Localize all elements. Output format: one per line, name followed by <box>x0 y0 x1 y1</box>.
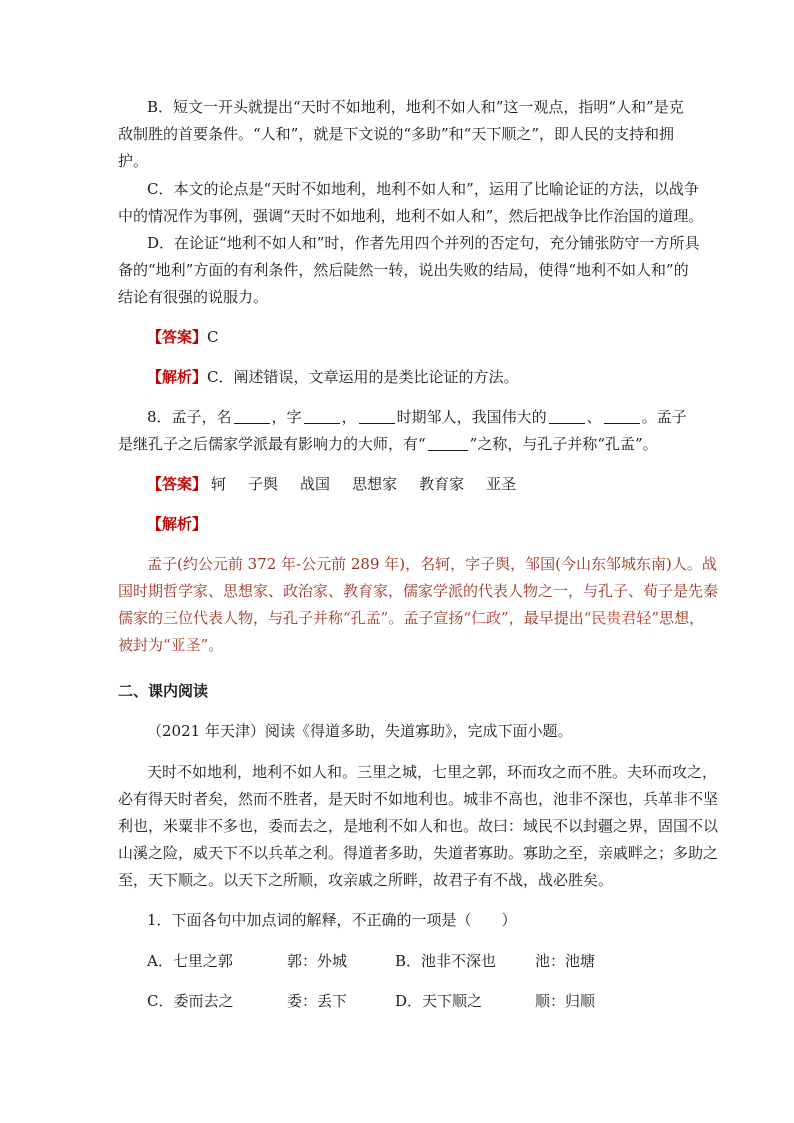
option-d-line-2: 备的“地利”方面的有利条件，然后陡然一转，说出失败的结局，使得“地利不如人和”的 <box>118 261 689 279</box>
option-d-line-3: 结论有很强的说服力。 <box>118 288 269 306</box>
answer-item: 战国 <box>300 475 331 493</box>
answer-item: 轲 <box>211 475 227 493</box>
blank-2 <box>304 409 340 424</box>
option-a: A．七里之郭 <box>147 952 233 970</box>
q8-stem-line-2: 是继孔子之后儒家学派最有影响力的大师，有“ ”之称，与孔子并称“孔孟”。 <box>118 435 658 453</box>
q8-explanation-line-4: 被封为“亚圣”。 <box>118 636 224 654</box>
answer-item: 思想家 <box>352 475 398 493</box>
blank-4 <box>549 409 585 424</box>
option-c-line-1: C．本文的论点是“天时不如地利，地利不如人和”，运用了比喻论证的方法，以战争 <box>147 180 699 198</box>
section-heading: 二、课内阅读 <box>118 682 209 700</box>
reading-intro: （2021 年天津）阅读《得道多助，失道寡助》，完成下面小题。 <box>147 722 573 740</box>
analysis-label: 【解析】 <box>147 368 208 386</box>
option-d-line-1: D．在论证“地利不如人和”时，作者先用四个并列的否定句，充分铺张防守一方所具 <box>147 234 700 252</box>
passage-line-1: 天时不如地利，地利不如人和。三里之城，七里之郭，环而攻之而不胜。夫环而攻之， <box>147 763 718 781</box>
answer-item: 教育家 <box>419 475 465 493</box>
answer-item: 子舆 <box>248 475 279 493</box>
q8-explanation-line-3: 儒家的三位代表人物，与孔子并称“孔孟”。孟子宣扬“仁政”，最早提出“民贵君轻”思想， <box>118 609 705 627</box>
passage-line-2: 必有得天时者矣，然而不胜者，是天时不如地利也。城非不高也，池非不深也，兵革非不坚 <box>118 790 719 808</box>
question-1-stem: 1．下面各句中加点词的解释，不正确的一项是（ ） <box>147 911 517 929</box>
q8-analysis-label: 【解析】 <box>147 515 208 533</box>
passage-line-4: 山溪之险，威天下不以兵革之利。得道者多助，失道者寡助。寡助之至，亲戚畔之；多助之 <box>118 844 719 862</box>
option-b-gloss: 池：池塘 <box>535 952 596 970</box>
answer-item: 亚圣 <box>486 475 517 493</box>
analysis-text: C．阐述错误，文章运用的是类比论证的方法。 <box>207 368 519 386</box>
options-row-1 <box>147 951 607 971</box>
answer-label: 【答案】 <box>147 328 208 346</box>
option-b-line-1: B．短文一开头就提出“天时不如地利，地利不如人和”这一观点，指明“人和”是克 <box>147 98 684 116</box>
option-c-line-2: 中的情况作为事例，强调“天时不如地利，地利不如人和”，然后把战争比作治国的道理。 <box>118 207 704 225</box>
option-d-gloss: 顺：归顺 <box>535 992 596 1010</box>
passage-line-3: 利也，米粟非不多也，委而去之，是地利不如人和也。故曰：域民不以封疆之界，固国不以 <box>118 817 719 835</box>
passage-line-5: 至，天下顺之。以天下之所顺，攻亲戚之所畔，故君子有不战，战必胜矣。 <box>118 871 614 889</box>
q8-answer <box>147 474 516 494</box>
q7-analysis <box>147 367 519 387</box>
blank-6 <box>428 436 468 451</box>
option-b: B．池非不深也 <box>395 952 497 970</box>
answer-label: 【答案】 <box>147 475 208 493</box>
option-b-line-3: 护。 <box>118 152 149 170</box>
blank-5 <box>604 409 640 424</box>
answer-value: C <box>207 328 219 346</box>
option-b-line-2: 敌制胜的首要条件。“人和”，就是下文说的“多助”和“天下顺之”，即人民的支持和拥 <box>118 125 675 143</box>
blank-3 <box>359 409 395 424</box>
options-row-2 <box>147 991 607 1011</box>
option-c: C．委而去之 <box>147 992 234 1010</box>
option-a-gloss: 郭：外城 <box>287 952 348 970</box>
option-c-gloss: 委：丢下 <box>287 992 348 1010</box>
q8-explanation-line-1: 孟子(约公元前 372 年-公元前 289 年)，名轲，字子舆，邹国(今山东邹城东南)人。战 <box>147 555 717 573</box>
q7-answer <box>147 327 219 347</box>
option-d: D．天下顺之 <box>395 992 483 1010</box>
q8-explanation-line-2: 国时期哲学家、思想家、政治家、教育家，儒家学派的代表人物之一，与孔子、荀子是先秦 <box>118 582 719 600</box>
blank-1 <box>234 409 270 424</box>
q8-stem-line-1: 8．孟子，名 ，字 ， 时期邹人，我国伟大的 、 。孟子 <box>147 408 687 426</box>
